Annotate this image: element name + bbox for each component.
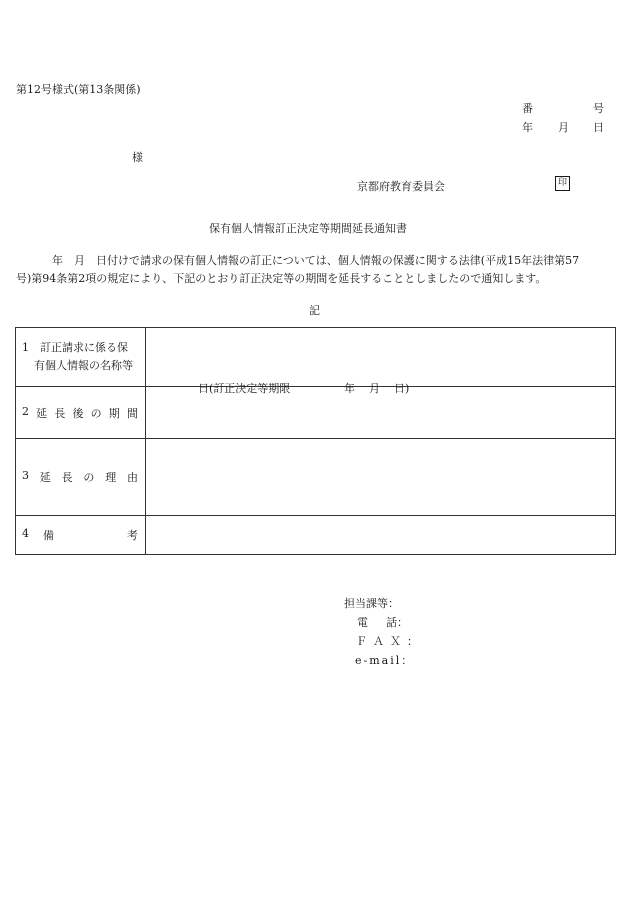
label-char: 間 [126, 406, 138, 420]
label-char: 2 [22, 404, 29, 418]
row-label-extended-period [16, 387, 146, 439]
issuer-name: 京都府教育委員会 [357, 180, 445, 193]
value-reason [146, 439, 616, 516]
details-table [15, 327, 616, 555]
ki-heading: 記 [309, 304, 320, 317]
period-day-text: 日(訂正決定等期限 [198, 382, 291, 395]
table-row-remarks [16, 516, 616, 555]
label-char: 長 [54, 406, 66, 420]
contact-email-label: e-mail： [355, 654, 415, 667]
document-number-suffix: 号 [593, 102, 604, 115]
notice-body [16, 252, 616, 288]
contact-phone-label-b: 話： [386, 616, 408, 629]
document-title: 保有個人情報訂正決定等期間延長通知書 [209, 222, 407, 235]
date-year-label: 年 [522, 121, 533, 134]
table-row-reason [16, 439, 616, 516]
value-remarks [146, 516, 616, 555]
label-char: 備 [43, 529, 54, 542]
label-char: 考 [127, 529, 138, 542]
contact-phone-label-a: 電 [357, 616, 368, 629]
label-char: 後 [72, 406, 84, 420]
label-char: 4 [22, 527, 29, 540]
value-extended-period [146, 382, 616, 439]
row-label-remarks [16, 516, 146, 555]
period-day-end: 日) [394, 382, 410, 395]
label-char: 3 [22, 469, 29, 482]
label-char: 理 [105, 471, 117, 484]
date-day-label: 日 [593, 121, 604, 134]
label-char: の [90, 406, 102, 420]
form-number: 第12号様式(第13条関係) [16, 83, 141, 96]
table-row-record-name [16, 328, 616, 387]
row-label-reason [16, 439, 146, 516]
date-month-label: 月 [558, 121, 569, 134]
row-label-line-1: 1 訂正請求に係る保 [22, 341, 128, 354]
period-month-label: 月 [369, 382, 380, 395]
label-char: 由 [126, 471, 138, 484]
seal-mark: 印 [555, 176, 570, 191]
contact-department-label: 担当課等： [344, 597, 399, 610]
label-char: 期 [108, 406, 120, 420]
label-char: の [83, 471, 95, 484]
document-number-label: 番 [522, 102, 533, 115]
label-char: 延 [36, 406, 48, 420]
label-char: 長 [61, 471, 73, 484]
row-label-line-2: 有個人情報の名称等 [34, 359, 133, 372]
contact-fax-label: ＦＡＸ： [356, 635, 424, 648]
value-record-name [146, 328, 616, 387]
row-label-record-name [16, 328, 146, 387]
notice-body-line-2: 号)第94条第2項の規定により、下記のとおり訂正決定等の期間を延長することとしましたので通知します。 [16, 272, 547, 285]
period-year-label: 年 [344, 382, 355, 395]
addressee-suffix: 様 [132, 151, 143, 164]
label-char: 延 [39, 471, 51, 484]
table-row-extended-period [16, 387, 616, 439]
notice-body-line-1: 年 月 日付けで請求の保有個人情報の訂正については、個人情報の保護に関する法律(平成15年法律第57 [52, 254, 580, 267]
